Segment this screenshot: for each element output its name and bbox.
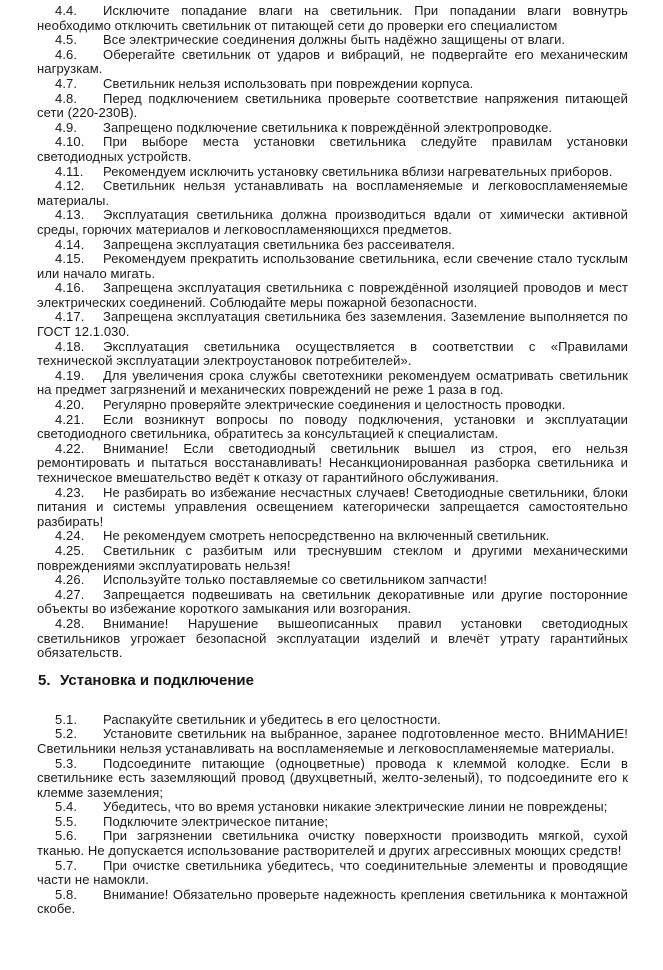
- item-4-26: [37, 573, 628, 588]
- item-4-21: [37, 413, 628, 442]
- item-4-19: [37, 369, 628, 398]
- item-number: 5.8.: [55, 886, 78, 902]
- item-text: Установите светильник на выбранное, заранее подготовленное место. ВНИМАНИЕ! Светильники нельзя устанавливать на воспламеняемые и легковоспламеняемые материалы.: [37, 726, 628, 756]
- item-4-18: [37, 340, 628, 369]
- item-number: 4.22.: [55, 440, 85, 456]
- item-text: Светильник с разбитым или треснувшим стеклом и другими механическими повреждениями эксплуатировать нельзя!: [37, 542, 628, 573]
- item-4-23: [37, 486, 628, 530]
- item-text: Запрещена эксплуатация светильника без рассеивателя.: [103, 236, 456, 252]
- item-text: Используйте только поставляемые со светильником запчасти!: [103, 572, 488, 588]
- item-text: Эксплуатация светильника должна производиться вдали от химически активной среды, горючих материалов и легковоспламеняющихся предметов.: [37, 207, 628, 237]
- item-5-3: [37, 757, 628, 801]
- item-number: 4.12.: [55, 178, 85, 194]
- item-4-4: [37, 4, 628, 33]
- section-number: 5.: [38, 671, 51, 689]
- item-number: 4.8.: [55, 90, 78, 106]
- item-number: 4.26.: [55, 572, 85, 588]
- item-number: 4.11.: [55, 163, 84, 179]
- item-number: 5.4.: [55, 799, 78, 815]
- item-number: 4.10.: [55, 134, 85, 150]
- item-number: 4.17.: [55, 309, 85, 325]
- item-number: 4.25.: [55, 542, 85, 558]
- item-5-5: [37, 815, 628, 830]
- item-text: Запрещается подвешивать на светильник декоративные или другие посторонние объекты во избежание короткого замыкания или возгорания.: [37, 586, 628, 617]
- item-text: Внимание! Обязательно проверьте надежность крепления светильника к монтажной скобе.: [37, 886, 628, 917]
- item-number: 5.1.: [55, 711, 78, 727]
- item-text: При загрязнении светильника очистку поверхности производить мягкой, сухой тканью. Не допускается использование растворителей и других агрессивных моющих средств!: [37, 828, 628, 859]
- item-number: 4.15.: [55, 251, 85, 267]
- item-4-13: [37, 208, 628, 237]
- item-number: 4.19.: [55, 367, 85, 383]
- item-text: Не разбирать во избежание несчастных случаев! Светодиодные светильники, блоки питания и системы управления освещением категорически запрещается самостоятельно разбирать!: [37, 484, 628, 529]
- item-number: 4.16.: [55, 280, 85, 296]
- item-4-6: [37, 48, 628, 77]
- item-4-14: [37, 238, 628, 253]
- item-4-7: [37, 77, 628, 92]
- item-number: 5.3.: [55, 755, 78, 771]
- item-number: 4.18.: [55, 338, 85, 354]
- item-text: Запрещено подключение светильника к повреждённой электропроводке.: [103, 119, 553, 135]
- item-4-12: [37, 179, 628, 208]
- item-text: Все электрические соединения должны быть надёжно защищены от влаги.: [103, 32, 566, 48]
- item-4-17: [37, 310, 628, 339]
- item-4-11: [37, 165, 628, 180]
- item-number: 4.4.: [55, 3, 78, 18]
- item-text: Светильник нельзя использовать при повреждении корпуса.: [103, 75, 474, 91]
- item-text: Регулярно проверяйте электрические соединения и целостность проводки.: [103, 397, 566, 413]
- item-text: Эксплуатация светильника осуществляется в соответствии с «Правилами технической эксплуатации электроустановок потребителей».: [37, 338, 628, 369]
- item-number: 5.6.: [55, 828, 78, 844]
- item-number: 4.23.: [55, 484, 85, 500]
- item-number: 4.14.: [55, 236, 85, 252]
- item-text: Светильник нельзя устанавливать на воспламеняемые и легковоспламеняемые материалы.: [37, 178, 628, 208]
- item-4-20: [37, 398, 628, 413]
- section-title: Установка и подключение: [60, 671, 254, 689]
- item-4-27: [37, 588, 628, 617]
- item-5-2: [37, 727, 628, 756]
- item-number: 4.21.: [55, 411, 85, 427]
- item-text: Для увеличения срока службы светотехники рекомендуем осматривать светильник на предмет загрязнений и механических повреждений не реже 1 раза в год.: [37, 367, 628, 398]
- item-text: Оберегайте светильник от ударов и вибраций, не подвергайте его механическим нагрузкам.: [37, 46, 628, 77]
- item-4-28: [37, 617, 628, 661]
- item-5-7: [37, 859, 628, 888]
- item-number: 4.7.: [55, 75, 78, 91]
- item-text: При очистке светильника убедитесь, что соединительные элементы и проводящие части не намокли.: [37, 857, 628, 888]
- item-text: Запрещена эксплуатация светильника с повреждённой изоляцией проводов и мест электрических соединений. Соблюдайте меры пожарной безопасности.: [37, 280, 628, 310]
- item-4-16: [37, 281, 628, 310]
- item-number: 4.20.: [55, 397, 85, 413]
- item-text: При выборе места установки светильника следуйте правилам установки светодиодных устройств.: [37, 134, 628, 164]
- item-number: 5.5.: [55, 813, 78, 829]
- item-4-25: [37, 544, 628, 573]
- item-5-1: [37, 713, 628, 728]
- item-number: 4.27.: [55, 586, 85, 602]
- item-4-15: [37, 252, 628, 281]
- item-5-8: [37, 888, 628, 917]
- item-text: Рекомендуем исключить установку светильника вблизи нагревательных приборов.: [103, 163, 613, 179]
- item-4-22: [37, 442, 628, 486]
- item-text: Подключите электрическое питание;: [103, 813, 329, 829]
- item-text: Внимание! Нарушение вышеописанных правил установки светодиодных светильников угрожает безопасной эксплуатации изделий и влечёт утрату гарантийных обязательств.: [37, 615, 628, 661]
- item-text: Внимание! Если светодиодный светильник вышел из строя, его нельзя ремонтировать и пытаться восстанавливать! Несанкционированная разборка светильника и техническое вмешательство ведёт к отказу от гарантийного обслуживания.: [37, 440, 628, 485]
- item-number: 5.2.: [55, 726, 78, 742]
- item-text: Если возникнут вопросы по поводу подключения, установки и эксплуатации светодиодного светильника, обратитесь за консультацией к специалистам.: [37, 411, 628, 442]
- item-5-6: [37, 829, 628, 858]
- item-5-4: [37, 800, 628, 815]
- item-4-5: [37, 33, 628, 48]
- item-4-24: [37, 529, 628, 544]
- item-number: 4.5.: [55, 32, 78, 48]
- item-number: 4.28.: [55, 615, 85, 631]
- item-text: Не рекомендуем смотреть непосредственно на включенный светильник.: [103, 528, 550, 544]
- item-number: 4.6.: [55, 46, 78, 62]
- item-4-10: [37, 135, 628, 164]
- item-number: 4.24.: [55, 528, 85, 544]
- item-text: Распакуйте светильник и убедитесь в его целостности.: [103, 711, 441, 727]
- item-text: Подсоедините питающие (одноцветные) провода к клеммой колодке. Если в светильнике есть заземляющий провод (двухцветный, желто-зеленый), то подсоедините его к клемме заземления;: [37, 755, 628, 800]
- item-text: Перед подключением светильника проверьте соответствие напряжения питающей сети (220-230В).: [37, 90, 628, 121]
- item-text: Исключите попадание влаги на светильник. При попадании влаги вовнутрь необходимо отключить светильник от питающей сети до проверки его специалистом: [37, 3, 628, 33]
- item-4-8: [37, 92, 628, 121]
- item-number: 4.13.: [55, 207, 85, 223]
- item-text: Убедитесь, что во время установки никакие электрические линии не повреждены;: [103, 799, 608, 815]
- item-text: Рекомендуем прекратить использование светильника, если свечение стало тусклым или начало мигать.: [37, 251, 628, 281]
- item-4-9: [37, 121, 628, 136]
- item-text: Запрещена эксплуатация светильника без заземления. Заземление выполняется по ГОСТ 12.1.030.: [37, 309, 628, 340]
- item-number: 5.7.: [55, 857, 78, 873]
- item-number: 4.9.: [55, 119, 78, 135]
- section-5-heading: [38, 672, 628, 690]
